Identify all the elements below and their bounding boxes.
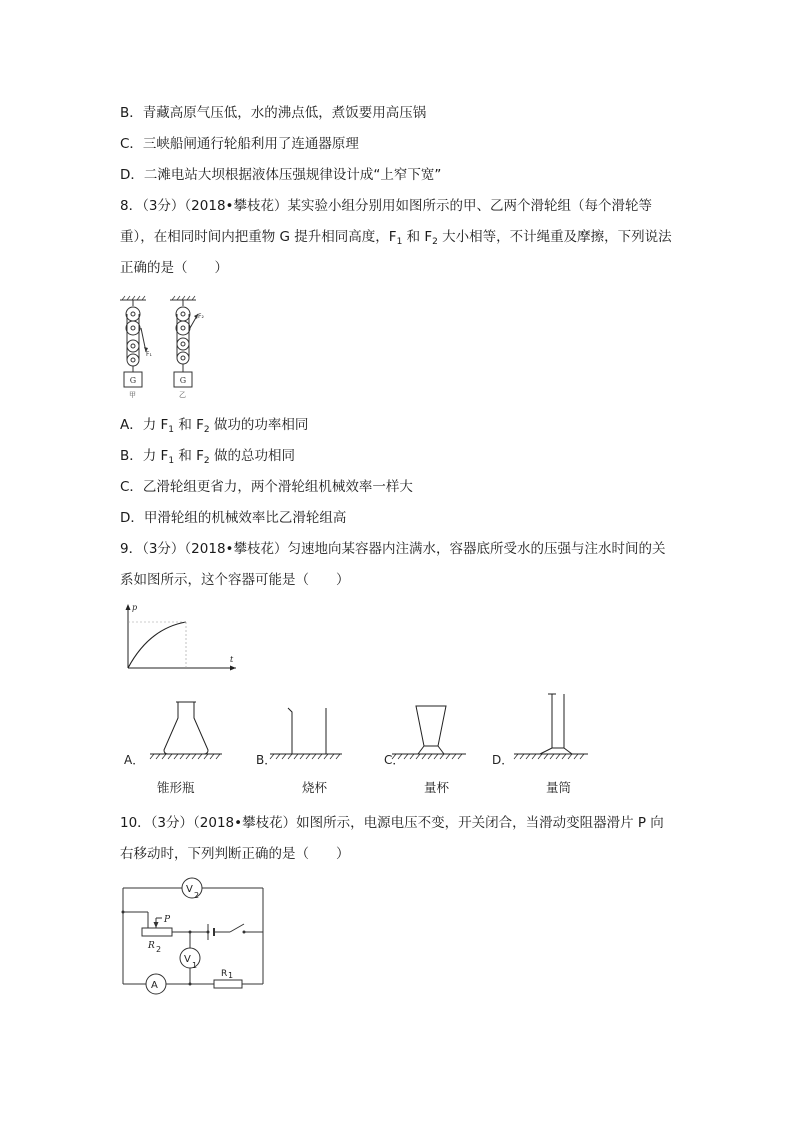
ammeter-symbol: A: [151, 980, 158, 991]
q8-stem-line3: 正确的是（ ）: [120, 260, 228, 276]
q8-stem-line1: 8．（3分）（2018•攀枝花）某实验小组分别用如图所示的甲、乙两个滑轮组（每个滑轮等: [120, 198, 652, 214]
q8-option-d: D．甲滑轮组的机械效率比乙滑轮组高: [120, 510, 347, 526]
q9-stem-line1: 9．（3分）（2018•攀枝花）匀速地向某容器内注满水，容器底所受水的压强与注水时间的关: [120, 541, 666, 557]
q10-stem-line2: 右移动时，下列判断正确的是（ ）: [120, 846, 350, 862]
force-label-f1: F₁: [146, 351, 152, 358]
resistor-r2-label: R: [148, 941, 155, 951]
container-options-figure: [120, 688, 620, 772]
voltmeter-v2-symbol: V: [186, 884, 193, 895]
caption-jia: 甲: [129, 391, 136, 399]
container-c-letter: C．: [384, 753, 405, 767]
container-d-letter: D．: [492, 753, 514, 767]
resistor-r1-subscript: 1: [228, 971, 234, 980]
voltmeter-v1-subscript: 1: [192, 961, 198, 970]
caption-yi: 乙: [179, 391, 186, 399]
graph-y-label: p: [132, 603, 138, 612]
container-a-letter: A．: [124, 753, 145, 767]
q8-stem-line2: 重），在相同时间内把重物 G 提升相同高度，$F_1$ 和 $F_2$ 大小相等，不计绳重及摩擦，下列说法: [120, 229, 672, 247]
container-d-name: 量筒: [546, 780, 572, 795]
container-c-name: 量杯: [424, 780, 450, 795]
q7-option-d: D．二滩电站大坝根据液体压强规律设计成“上窄下宽”: [120, 167, 442, 183]
q9-stem-line2: 系如图所示，这个容器可能是（ ）: [120, 572, 350, 588]
container-b-letter: B．: [256, 753, 277, 767]
block-g-right: G: [179, 376, 187, 385]
voltmeter-v1-symbol: V: [184, 954, 191, 965]
graph-x-label: t: [230, 655, 234, 664]
pressure-time-graph: [118, 600, 242, 674]
q8-option-a: A．力 $F_1$ 和 $F_2$ 做功的功率相同: [120, 417, 309, 435]
container-b-name: 烧杯: [302, 780, 328, 795]
q10-stem-line1: 10．（3分）（2018•攀枝花）如图所示，电源电压不变，开关闭合，当滑动变阻器滑片 P 向: [120, 815, 664, 831]
container-a-name: 锥形瓶: [157, 780, 195, 795]
resistor-r2-subscript: 2: [156, 945, 162, 954]
block-g-left: G: [129, 376, 137, 385]
force-label-f2: F₂: [198, 313, 204, 320]
q8-option-c: C．乙滑轮组更省力，两个滑轮组机械效率一样大: [120, 479, 413, 495]
q7-option-b: B．青藏高原气压低，水的沸点低，煮饭要用高压锅: [120, 105, 427, 121]
q7-option-c: C．三峡船闸通行轮船利用了连通器原理: [120, 136, 359, 152]
slider-label: P: [164, 915, 171, 925]
circuit-diagram: [118, 874, 270, 1000]
q8-option-b: B．力 $F_1$ 和 $F_2$ 做的总功相同: [120, 448, 295, 466]
resistor-r1-label: R: [221, 969, 228, 979]
voltmeter-v2-subscript: 2: [194, 891, 200, 900]
pulley-system-figure: [116, 294, 216, 400]
